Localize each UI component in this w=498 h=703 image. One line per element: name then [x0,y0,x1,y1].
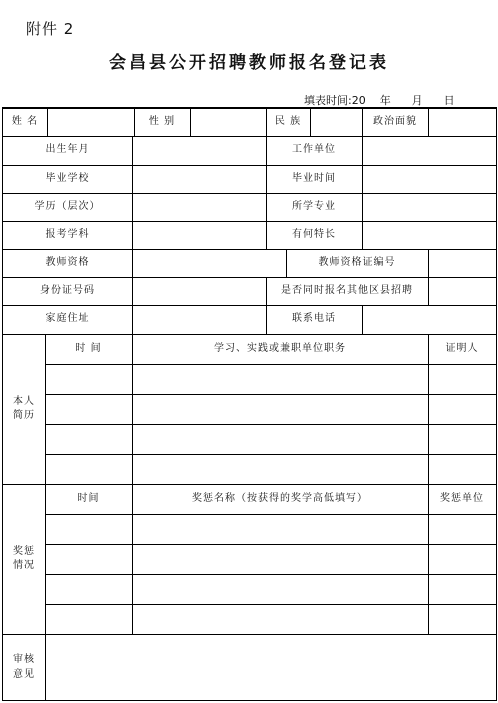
awards-unit-header: 奖惩单位 [440,492,484,504]
row-divider [2,193,497,194]
phone-field[interactable] [362,305,496,334]
col-divider [428,108,429,136]
col-divider [428,334,429,634]
col-divider [362,136,363,249]
row-divider [2,249,497,250]
political-status-label: 政治面貌 [373,115,417,127]
row-divider [2,277,497,278]
specialty-field[interactable] [362,221,496,249]
col-divider [286,249,287,277]
col-divider [266,108,267,136]
political-status-field[interactable] [428,108,496,136]
fill-date: 填表时间:20 年 月 日 [304,94,455,107]
table-border-bottom [2,700,497,701]
row-divider [2,484,497,485]
resume-time-header: 时 间 [75,342,102,354]
other-county-label: 是否同时报名其他区县招聘 [281,284,413,296]
birth-field[interactable] [132,136,266,165]
education-field[interactable] [132,193,266,221]
resume-detail-header: 学习、实践或兼职单位职务 [214,342,346,354]
col-divider [266,305,267,334]
review-opinion-field[interactable] [45,634,496,701]
col-divider [428,249,429,277]
awards-label-line2: 情况 [13,560,35,571]
col-divider [428,277,429,305]
table-border-left [2,107,3,701]
col-divider [134,108,135,136]
row-divider [45,604,497,605]
row-divider [2,634,497,635]
row-divider [45,364,497,365]
specialty-label: 有何特长 [292,228,336,240]
name-label: 姓 名 [11,115,39,127]
resume-label-line1: 本人 [13,395,35,407]
col-divider [362,108,363,136]
col-divider [132,249,133,277]
row-divider [45,454,497,455]
col-divider [266,277,267,305]
graduate-school-field[interactable] [132,165,266,193]
attachment-label: 附件 2 [26,20,75,38]
graduate-school-label: 毕业学校 [45,172,90,184]
row-divider [2,221,497,222]
gender-field[interactable] [190,108,266,136]
subject-field[interactable] [132,221,266,249]
review-section-label [3,634,45,701]
col-divider [190,108,191,136]
row-divider [2,334,497,335]
address-field[interactable] [132,305,266,334]
id-number-label: 身份证号码 [40,284,95,296]
row-divider [45,574,497,575]
awards-label-line1: 奖惩 [13,545,35,557]
table-border-top [2,107,497,109]
row-divider [45,544,497,545]
teacher-qualification-label: 教师资格 [45,256,90,268]
awards-name-header: 奖惩名称（按获得的奖学高低填写） [192,492,368,504]
row-divider [2,165,497,166]
col-divider [132,136,133,249]
row-divider [2,305,497,306]
review-label-line1: 审核 [13,654,35,665]
table-border-right [496,107,497,701]
awards-time-header: 时间 [77,492,100,504]
awards-section-label [3,484,45,634]
subject-label: 报考学科 [45,228,90,240]
row-divider [2,136,497,137]
ethnicity-field[interactable] [310,108,362,136]
col-divider [362,305,363,334]
work-unit-label: 工作单位 [292,144,336,156]
name-field[interactable] [47,108,134,136]
other-county-field[interactable] [428,277,496,305]
col-divider [132,305,133,334]
ethnicity-label: 民 族 [274,115,302,127]
id-number-field[interactable] [132,277,266,305]
teacher-cert-number-field[interactable] [428,249,496,277]
col-divider [47,108,48,136]
resume-section-label [3,334,45,484]
review-label-line2: 意见 [13,668,35,680]
birth-label: 出生年月 [45,144,90,156]
major-label: 所学专业 [292,200,336,212]
teacher-cert-number-label: 教师资格证编号 [318,256,396,268]
row-divider [45,394,497,395]
education-label: 学历（层次） [34,200,101,212]
phone-label: 联系电话 [292,313,336,325]
gender-label: 性 别 [148,115,176,127]
col-divider [132,334,133,634]
row-divider [45,424,497,425]
work-unit-field[interactable] [362,136,496,165]
resume-witness-header: 证明人 [445,342,479,354]
graduation-time-field[interactable] [362,165,496,193]
form-title: 会昌县公开招聘教师报名登记表 [109,53,389,73]
col-divider [132,277,133,305]
row-divider [45,514,497,515]
col-divider [266,136,267,249]
col-divider [310,108,311,136]
major-field[interactable] [362,193,496,221]
address-label: 家庭住址 [45,313,90,325]
graduation-time-label: 毕业时间 [292,172,336,184]
teacher-qualification-field[interactable] [132,249,286,277]
resume-label-line2: 简历 [13,410,35,421]
col-divider [45,334,46,701]
